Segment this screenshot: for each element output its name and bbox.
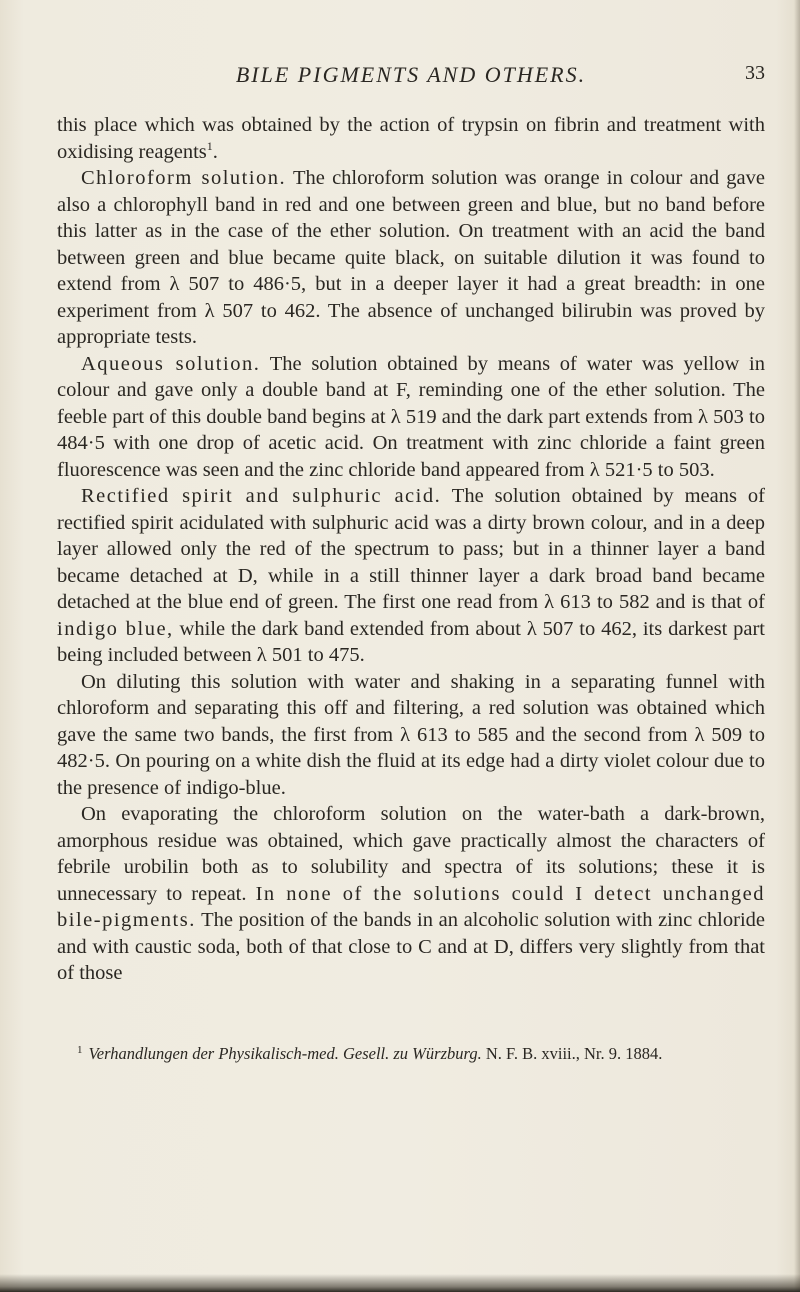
paragraph-6-emphasis: In none of the solutions could I detect unchanged bile-pigments. bbox=[57, 882, 765, 931]
paragraph-chloroform-solution bbox=[57, 165, 765, 351]
footnote bbox=[57, 1043, 765, 1065]
paragraph-4-text-b: while the dark band extended from about λ 507 to 462, its darkest part being included between λ 501 to 475. bbox=[57, 617, 766, 666]
paragraph-rectified-spirit bbox=[57, 483, 765, 669]
footnote-1 bbox=[57, 1043, 765, 1065]
paragraph-2-text: The chloroform solution was orange in colour and gave also a chlorophyll band in red and one between green and blue, but no band before this latter as in the case of the ether solution. On treatment with an acid the band between green and blue became quite black, on suitable dilution it was found to extend from λ 507 to 486·5, but in a deeper layer it had a great breadth: in one experiment from λ 507 to 462. The absence of unchanged bilirubin was proved by appropriate tests. bbox=[57, 167, 765, 348]
paragraph-5-text: On diluting this solution with water and shaking in a separating funnel with chloroform and separating this off and filtering, a red solution was obtained which gave the same two bands, the first from λ 613 to 585 and the second from λ 509 to 482·5. On pouring on a white dish the fluid at its edge had a dirty violet colour due to the presence of indigo-blue. bbox=[57, 670, 765, 799]
footnote-mark: 1 bbox=[77, 1043, 83, 1056]
section-lead-rectified-spirit: Rectified spirit and sulphuric acid. bbox=[81, 485, 442, 507]
body-text bbox=[57, 112, 765, 987]
paragraph-6-text-b: The position of the bands in an alcoholic solution with zinc chloride and with caustic soda, both of that close to C and at D, differs very slightly from that of those bbox=[57, 909, 765, 984]
footnote-title: Verhandlungen der Physikalisch-med. Gesell. zu Würzburg. bbox=[88, 1044, 482, 1063]
paragraph-4-text-a: The solution obtained by means of rectified spirit acidulated with sulphuric acid was a dirty brown colour, and in a deep layer allowed only the red of the spectrum to pass; but in a thinner layer a band became detached at D, while in a still thinner layer a dark broad band became detached at the blue end of green. The first one read from λ 613 to 582 and is that of bbox=[57, 485, 765, 613]
paragraph-5 bbox=[57, 669, 765, 802]
page-number: 33 bbox=[745, 62, 765, 84]
page-header bbox=[57, 62, 765, 92]
paragraph-aqueous-solution bbox=[57, 351, 765, 484]
paragraph-1-text: this place which was obtained by the action of trypsin on fibrin and treatment with oxidising reagents bbox=[57, 114, 765, 163]
footnote-reference: 1 bbox=[206, 138, 213, 153]
page-edge-shadow bbox=[794, 0, 800, 1292]
paragraph-1 bbox=[57, 112, 765, 165]
paragraph-6 bbox=[57, 801, 765, 987]
running-head: BILE PIGMENTS AND OTHERS. bbox=[235, 62, 587, 87]
paragraph-6-text-a: On evaporating the chloroform solution on the water-bath a dark-brown, amorphous residue was obtained, which gave practically almost the characters of febrile urobilin both as to solubility and spectra of its solutions; these it is unnecessary to repeat. bbox=[57, 803, 765, 905]
section-lead-aqueous: Aqueous solution. bbox=[81, 352, 261, 375]
paragraph-4-emphasis: indigo blue, bbox=[57, 617, 174, 640]
paragraph-1-end: . bbox=[212, 140, 218, 163]
page-bottom-edge bbox=[0, 1274, 800, 1292]
section-lead-chloroform: Chloroform solution. bbox=[81, 167, 287, 189]
paragraph-3-text: The solution obtained by means of water was yellow in colour and gave only a double band at F, reminding one of the ether solution. The feeble part of this double band begins at λ 519 and the dark part extends from λ 503 to 484·5 with one drop of acetic acid. On treatment with zinc chloride a faint green fluorescence was seen and the zinc chloride band appeared from λ 521·5 to 503. bbox=[57, 352, 766, 481]
footnote-rest: N. F. B. xviii., Nr. 9. 1884. bbox=[481, 1044, 663, 1063]
